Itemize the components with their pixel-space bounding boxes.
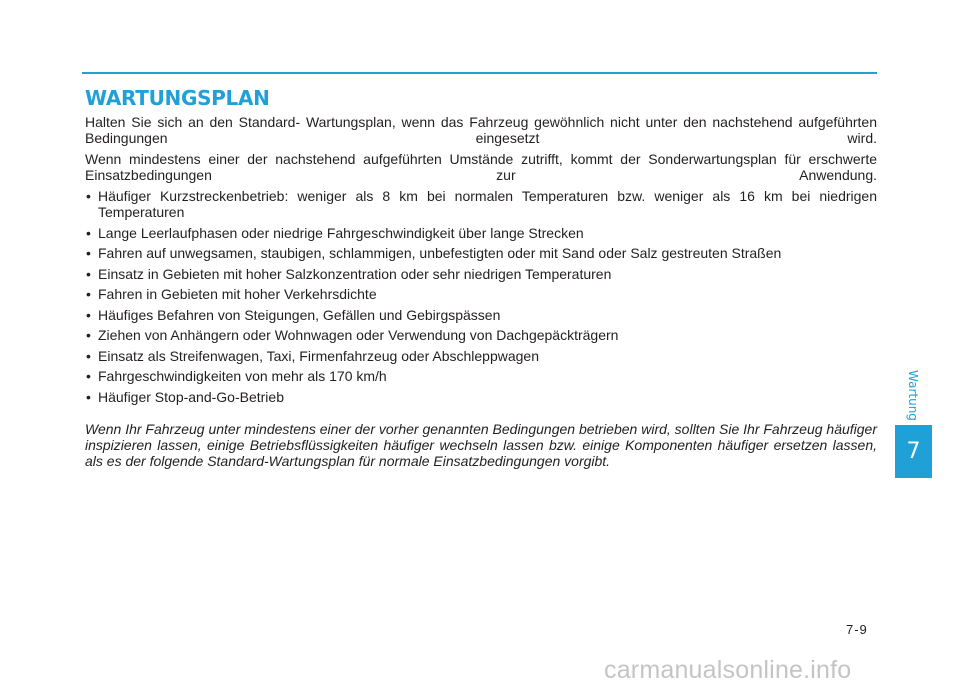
- maintenance-note: Wenn Ihr Fahrzeug unter mindestens einer der vorher genannten Bedingungen betrieben wird, sollten Sie Ihr Fahrzeug häufiger inspizieren lassen, einige Betriebsflüssigkeiten häufiger wechseln lassen bzw. einige Komponenten häufiger ersetzen lassen, als es der folgende Standard-Wartungsplan für normale Einsatzbedingungen vorgibt.: [85, 420, 878, 469]
- list-item: • Fahren in Gebieten mit hoher Verkehrsdichte: [85, 286, 877, 302]
- list-item: • Häufiges Befahren von Steigungen, Gefällen und Gebirgspässen: [85, 307, 877, 323]
- list-item: • Einsatz als Streifenwagen, Taxi, Firmenfahrzeug oder Abschleppwagen: [85, 348, 877, 364]
- list-item: • Fahrgeschwindigkeiten von mehr als 170 km/h: [85, 368, 877, 384]
- chapter-tab[interactable]: [895, 425, 932, 478]
- conditions-list: [85, 188, 877, 405]
- list-item: • Häufiger Stop-and-Go-Betrieb: [85, 389, 877, 405]
- list-item: • Fahren auf unwegsamen, staubigen, schlammigen, unbefestigten oder mit Sand oder Salz gestreuten Straßen: [85, 245, 877, 261]
- intro-paragraph: Halten Sie sich an den Standard- Wartungsplan, wenn das Fahrzeug gewöhnlich nicht unter den nachstehend aufgeführten Bedingungen eingesetzt wird.: [85, 114, 877, 146]
- watermark: carmanualsonline.info: [604, 656, 852, 684]
- list-item: • Ziehen von Anhängern oder Wohnwagen oder Verwendung von Dachgepäckträgern: [85, 327, 877, 343]
- section-label: Wartung: [906, 369, 920, 421]
- page-number: 7-9: [846, 622, 868, 637]
- page-title: WARTUNGSPLAN: [85, 86, 270, 110]
- main-content: [85, 114, 877, 474]
- list-item: • Häufiger Kurzstreckenbetrieb: weniger als 8 km bei normalen Temperaturen bzw. weniger als 16 km bei niedrigen Temperaturen: [85, 188, 877, 220]
- header-rule: [82, 72, 877, 74]
- list-item: • Lange Leerlaufphasen oder niedrige Fahrgeschwindigkeit über lange Strecken: [85, 225, 877, 241]
- list-item: • Einsatz in Gebieten mit hoher Salzkonzentration oder sehr niedrigen Temperaturen: [85, 266, 877, 282]
- chapter-number: 7: [906, 439, 921, 464]
- intro-paragraph: Wenn mindestens einer der nachstehend aufgeführten Umstände zutrifft, kommt der Sonderwartungsplan für erschwerte Einsatzbedingungen zur Anwendung.: [85, 151, 877, 183]
